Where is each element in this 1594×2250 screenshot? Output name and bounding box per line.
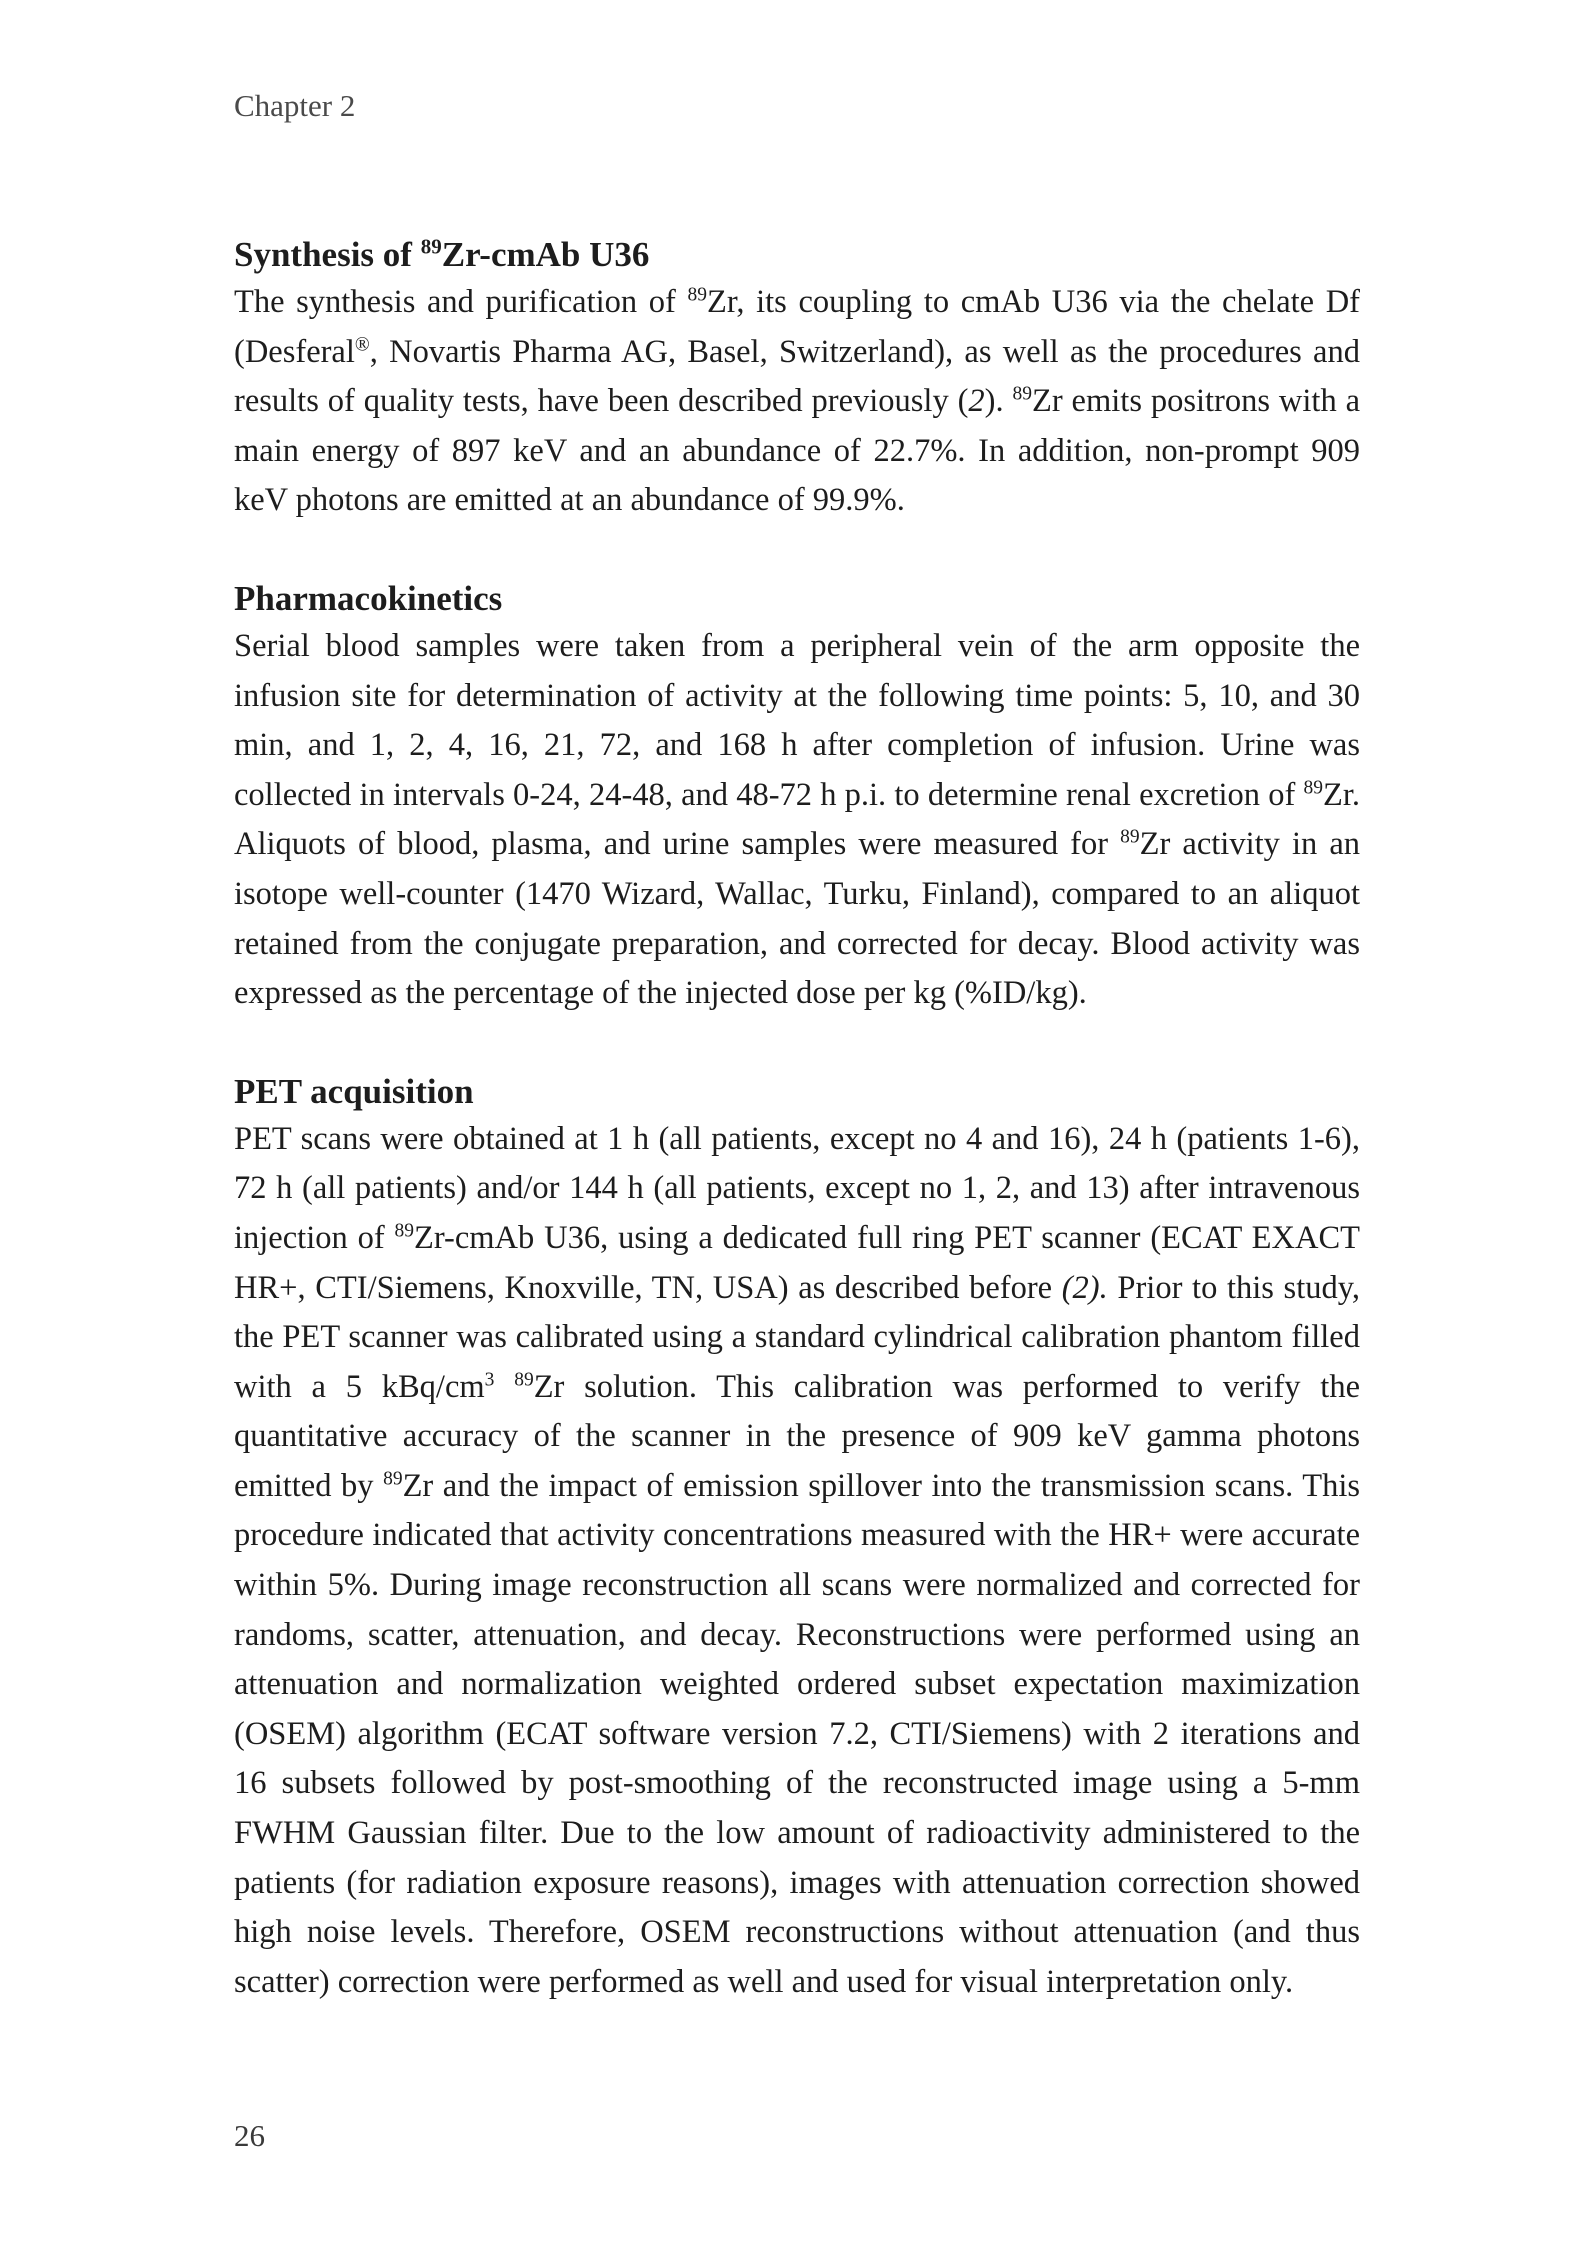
text-run: Zr solution. This calibration was performed to verify the quantitative accuracy of the scanner in the presence of 909 keV gamma photons emitted by (234, 1368, 1361, 1504)
superscript: 89 (394, 1220, 414, 1242)
text-run: ). (984, 383, 1013, 420)
text-run: Prior to this study, the PET scanner was calibrated using a standard cylindrical calibration phantom filled with a 5 kBq/cm (234, 1269, 1360, 1405)
superscript: 89 (1120, 826, 1140, 848)
text-run: Synthesis of (234, 235, 421, 274)
text-run: PET scans were obtained at 1 h (all patients, except no 4 and 16), 24 h (patients 1-6), 72 h (all patients) and/or 144 h (all patients, except no 1, 2, and 13) after intravenous injection of (234, 1120, 1360, 1256)
page-number: 26 (234, 2118, 265, 2153)
text-run: Zr. Aliquots of blood, plasma, and urine samples were measured for (234, 776, 1360, 863)
running-head: Chapter 2 (234, 88, 356, 123)
text-run: Zr-cmAb U36 (441, 235, 650, 274)
section-heading (234, 232, 1360, 278)
text-run: Zr emits positrons with a main energy of 897 keV and an abundance of 22.7%. In addition, non-prompt 909 keV photons are emitted at an abundance of 99.9%. (234, 383, 1360, 519)
superscript: ® (354, 333, 370, 355)
superscript: 89 (1012, 383, 1032, 405)
text-run: Serial blood samples were taken from a peripheral vein of the arm opposite the infusion site for determination of activity at the following time points: 5, 10, and 30 min, and 1, 2, 4, 16, 21, 72, and 168 h after completion of infusion. Urine was collected in intervals 0-24, 24-48, and 48-72 h p.i. to determine renal excretion of (234, 627, 1360, 813)
section-heading (234, 1069, 1360, 1115)
section-paragraph (234, 278, 1360, 526)
text-run: Zr-cmAb U36, using a dedicated full ring PET scanner (ECAT EXACT HR+, CTI/Siemens, Knoxville, TN, USA) as described before (234, 1219, 1360, 1306)
superscript: 89 (420, 234, 442, 259)
superscript: 89 (383, 1468, 403, 1490)
section-heading (234, 576, 1360, 622)
text-run: Zr activity in an isotope well-counter (1470 Wizard, Wallac, Turku, Finland), compared to an aliquot retained from the conjugate preparation, and corrected for decay. Blood activity was expressed as the percentage of the injected dose per kg (%ID/kg). (234, 826, 1360, 1012)
page-body (234, 232, 1360, 2057)
text-run: Zr and the impact of emission spillover into the transmission scans. This procedure indicated that activity concentrations measured with the HR+ were accurate within 5%. During image reconstruction all scans were normalized and corrected for randoms, scatter, attenuation, and decay. Reconstructions were performed using an attenuation and normalization weighted ordered subset expectation maximization (OSEM) algorithm (ECAT software version 7.2, CTI/Siemens) with 2 iterations and 16 subsets followed by post-smoothing of the reconstructed image using a 5-mm FWHM Gaussian filter. Due to the low amount of radioactivity administered to the patients (for radiation exposure reasons), images with attenuation correction showed high noise levels. Therefore, OSEM reconstructions without attenuation (and thus scatter) correction were performed as well and used for visual interpretation only. (234, 1467, 1361, 2000)
section-paragraph (234, 622, 1360, 1019)
superscript: 89 (1303, 777, 1323, 799)
text-run: The synthesis and purification of (234, 284, 688, 320)
superscript: 89 (514, 1369, 534, 1390)
text-run (494, 1369, 514, 1405)
section-pet-acquisition (234, 1069, 1360, 2008)
italic-text: (2). (1061, 1269, 1108, 1306)
section-synthesis (234, 232, 1360, 526)
section-paragraph (234, 1115, 1360, 2008)
text-run: , Novartis Pharma AG, Basel, Switzerland), as well as the procedures and results of quality tests, have been described previously ( (234, 333, 1360, 420)
superscript: 89 (687, 284, 707, 306)
superscript: 3 (484, 1369, 495, 1390)
text-run: PET acquisition (234, 1071, 474, 1111)
text-run: Pharmacokinetics (234, 578, 503, 618)
italic-text: 2 (968, 383, 985, 420)
section-pharmacokinetics (234, 576, 1360, 1019)
text-run: Zr, its coupling to cmAb U36 via the chelate Df (Desferal (234, 284, 1360, 370)
